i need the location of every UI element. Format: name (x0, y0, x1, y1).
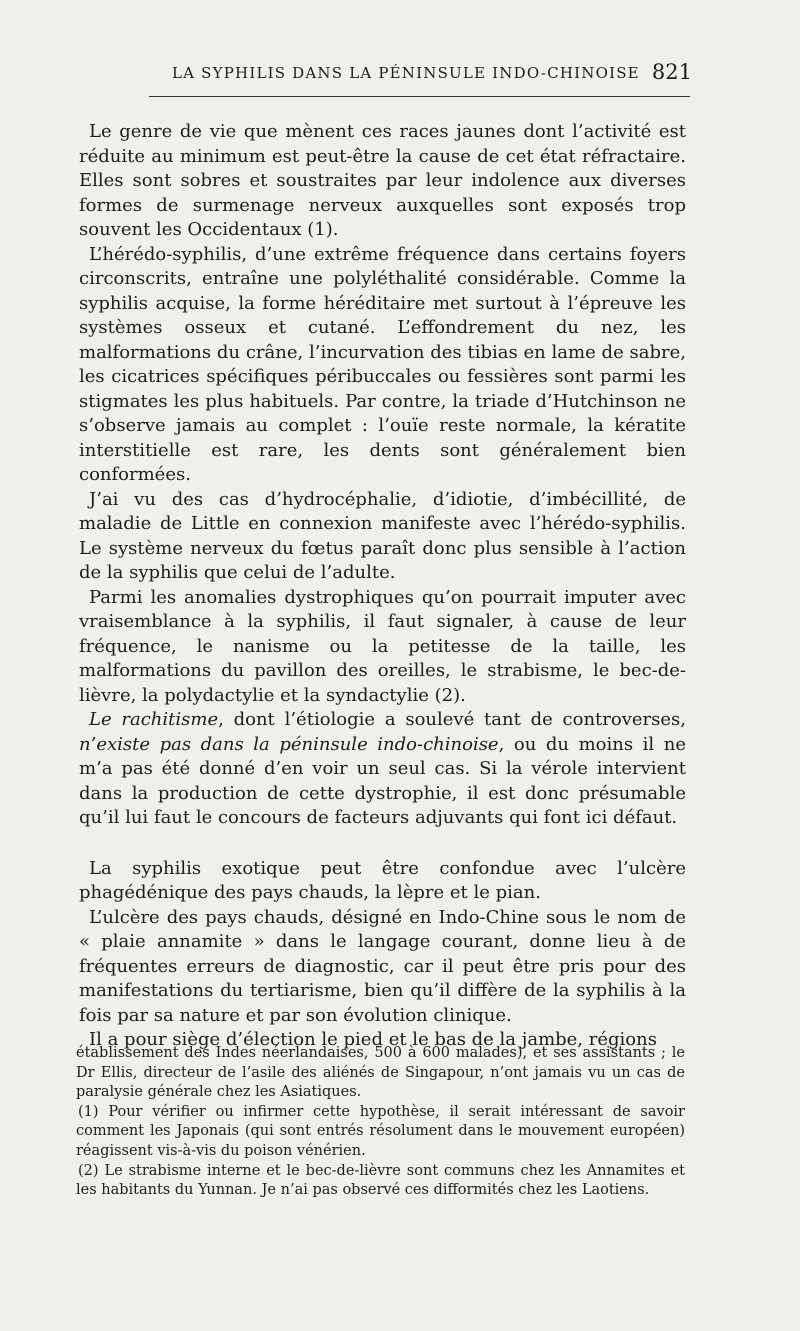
footnotes (76, 1044, 685, 1201)
paragraph: Parmi les anomalies dystrophiques qu’on pourrait imputer avec vraisemblance à la syphilis, il faut signaler, à cause de leur fréquence, le nanisme ou la petitesse de la taille, les malformations du pavillon des oreilles, le strabisme, le bec-de-lièvre, la polydactylie et la syndactylie (2). (79, 586, 686, 706)
italic-term: Le rachitisme (89, 709, 219, 730)
page-number: 821 (651, 60, 692, 84)
paragraph (79, 708, 686, 831)
header-rule (149, 96, 690, 97)
paragraph-text: , ou du moins il ne m’a pas été donné d’en voir un seul cas. Si la vérole intervient dans la production de cette dystrophie, il est donc présumable qu’il lui faut le concours de facteurs adjuvants qui font ici défaut. (79, 733, 686, 828)
paragraph: L’hérédo-syphilis, d’une extrême fréquence dans certains foyers circonscrits, entraîne une polyléthalité considérable. Comme la syphilis acquise, la forme héréditaire met surtout à l’épreuve les systèmes osseux et cutané. L’effondrement du nez, les malformations du crâne, l’incurvation des tibias en lame de sabre, les cicatrices spécifiques péribuccales ou fessières sont parmi les stigmates les plus habituels. Par contre, la triade d’Hutchinson ne s’observe jamais au complet : l’ouïe reste normale, la kératite interstitielle est rare, les dents sont généralement bien conformées. (79, 243, 686, 485)
footnote-continued: établissement des Indes néerlandaises, 500 à 600 malades), et ses assistants ; le Dr Ellis, directeur de l’asile des aliénés de Singapour, n’ont jamais vu un cas de paralysie générale chez les Asiatiques. (76, 1045, 685, 1101)
paragraph: La syphilis exotique peut être confondue avec l’ulcère phagédénique des pays chauds, la lèpre et le pian. (79, 857, 686, 903)
footnote-1: (1) Pour vérifier ou infirmer cette hypothèse, il serait intéressant de savoir comment les Japonais (qui sont entrés résolument dans le mouvement européen) réagissent vis-à-vis du poison vénérien. (76, 1103, 685, 1159)
paragraph: J’ai vu des cas d’hydrocéphalie, d’idiotie, d’imbécillité, de maladie de Little en connexion manifeste avec l’hérédo-syphilis. Le système nerveux du fœtus paraît donc plus sensible à l’action de la syphilis que celui de l’adulte. (79, 488, 686, 583)
paragraph: Il a pour siège d’élection le pied et le bas de la jambe, régions (89, 1029, 657, 1050)
running-head (172, 60, 692, 84)
italic-phrase: n’existe pas dans la péninsule indo-chinoise (79, 733, 499, 755)
body-text (79, 120, 686, 1053)
footnote-2: (2) Le strabisme interne et le bec-de-lièvre sont communs chez les Annamites et les habitants du Yunnan. Je n’ai pas observé ces difformités chez les Laotiens. (76, 1162, 685, 1199)
paragraph: Le genre de vie que mènent ces races jaunes dont l’activité est réduite au minimum est peut-être la cause de cet état réfractaire. Elles sont sobres et soustraites par leur indolence aux diverses formes de surmenage nerveux auxquelles sont exposés trop souvent les Occidentaux (1). (79, 121, 686, 240)
paragraph: L’ulcère des pays chauds, désigné en Indo-Chine sous le nom de « plaie annamite » dans le langage courant, donne lieu à de fréquentes erreurs de diagnostic, car il peut être pris pour des manifestations du tertiarisme, bien qu’il diffère de la syphilis à la fois par sa nature et par son évolution clinique. (79, 906, 686, 1026)
running-title: LA SYPHILIS DANS LA PÉNINSULE INDO-CHINOISE (172, 64, 640, 82)
paragraph-text: , dont l’étiologie a soulevé tant de controverses, (218, 709, 687, 730)
